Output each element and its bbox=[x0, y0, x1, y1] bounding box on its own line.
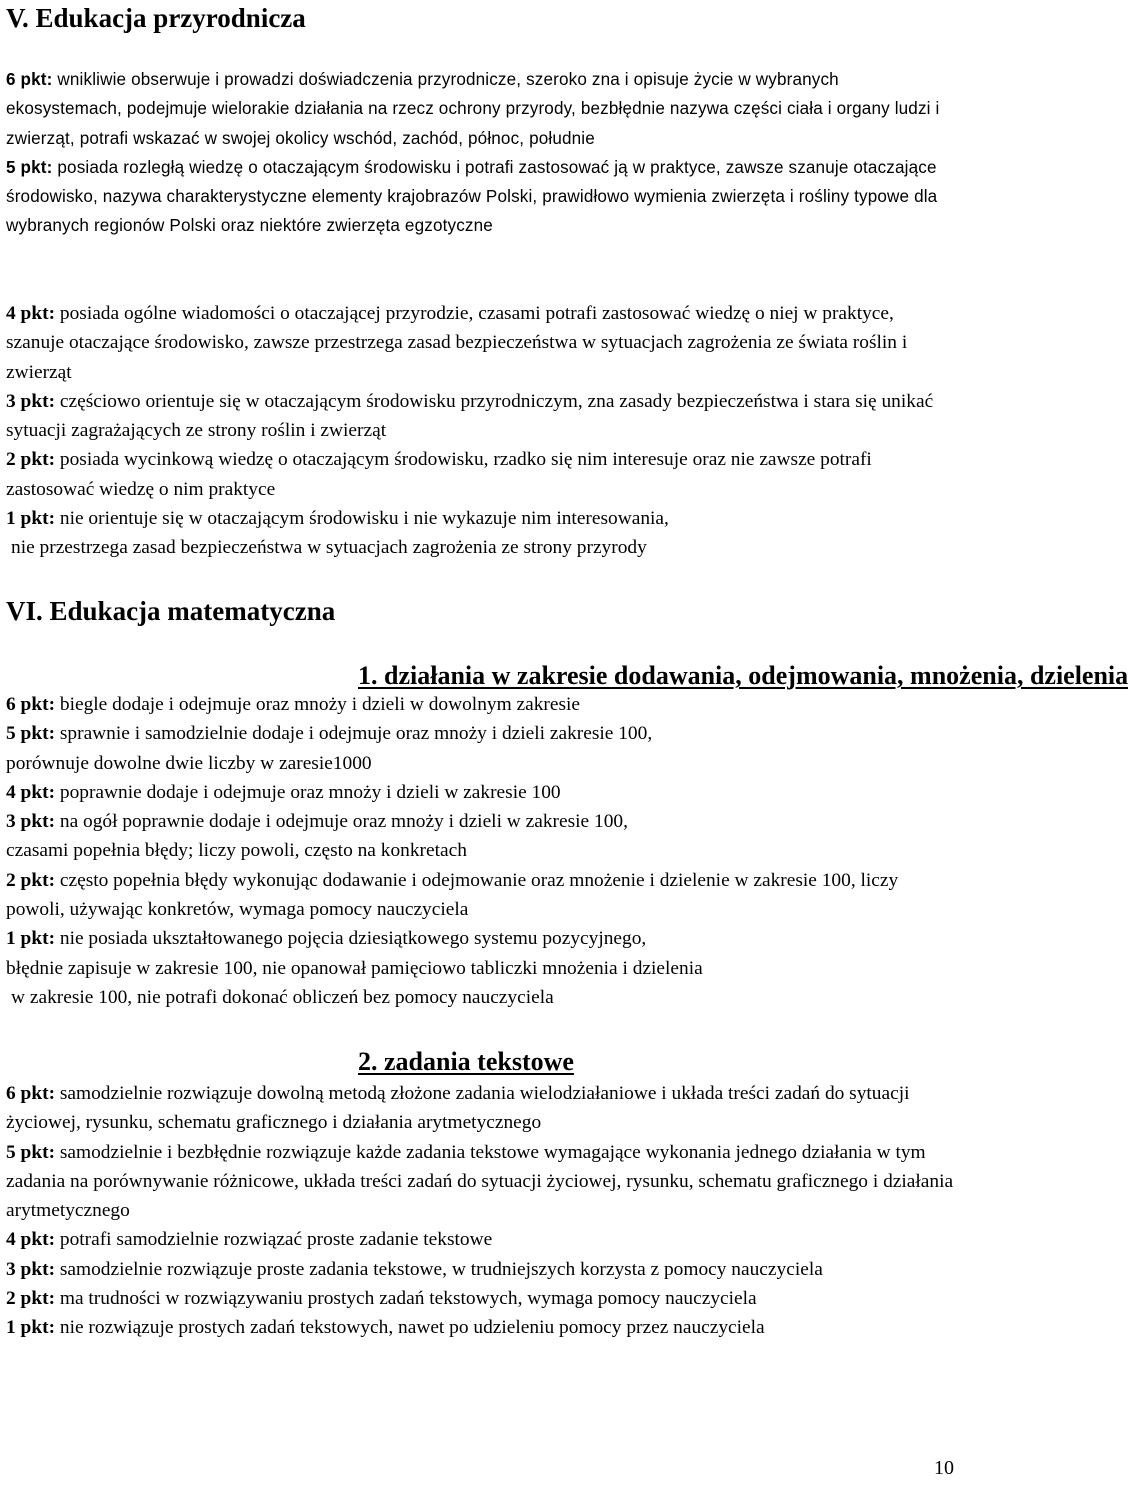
criterion-text: sprawnie i samodzielnie dodaje i odejmuje oraz mnoży i dzieli zakresie 100, bbox=[55, 723, 653, 745]
criterion-3pkt bbox=[6, 387, 956, 446]
section-title-nature: V. Edukacja przyrodnicza bbox=[6, 3, 306, 33]
points-label: 5 pkt: bbox=[6, 723, 56, 745]
criterion-text: biegle dodaje i odejmuje oraz mnoży i dzieli w dowolnym zakresie bbox=[55, 694, 581, 715]
operations-criteria bbox=[6, 690, 956, 1012]
subsection-title-word-problems: 2. zadania tekstowe bbox=[358, 1047, 574, 1076]
points-label: 1 pkt: bbox=[6, 508, 56, 530]
criterion-text: na ogół poprawnie dodaje i odejmuje oraz mnoży i dzieli w zakresie 100, bbox=[55, 811, 628, 833]
criterion-6pkt bbox=[6, 690, 956, 719]
criterion-text: nie posiada ukształtowanego pojęcia dziesiątkowego systemu pozycyjnego, bbox=[55, 928, 647, 950]
criterion-2pkt bbox=[6, 1284, 956, 1313]
section-title-math: VI. Edukacja matematyczna bbox=[6, 596, 336, 626]
criterion-text: potrafi samodzielnie rozwiązać proste zadanie tekstowe bbox=[55, 1229, 493, 1251]
criterion-3pkt bbox=[6, 807, 956, 836]
criterion-text: wnikliwie obserwuje i prowadzi doświadczenia przyrodnicze, szeroko zna i opisuje życie w wybranych ekosystemach, podejmuje wielorakie działania na rzecz ochrony przyrody, bezbłędnie nazywa części ciała i organy ludzi i zwierząt, potrafi wskazać w swojej okolicy wschód, zachód, północ, południe bbox=[6, 70, 940, 148]
criterion-text: poprawnie dodaje i odejmuje oraz mnoży i dzieli w zakresie 100 bbox=[55, 781, 561, 803]
points-label: 3 pkt: bbox=[6, 1258, 56, 1280]
points-label: 3 pkt: bbox=[6, 390, 56, 412]
criterion-2pkt bbox=[6, 866, 956, 925]
criterion-3pkt bbox=[6, 1255, 956, 1284]
criterion-text: częściowo orientuje się w otaczającym środowisku przyrodniczym, zna zasady bezpieczeństwa i stara się unikać sytuacji zagrażających ze strony roślin i zwierząt bbox=[6, 390, 934, 442]
word-problems-criteria bbox=[6, 1079, 956, 1343]
page-number: 10 bbox=[934, 1457, 954, 1479]
criterion-4pkt bbox=[6, 778, 956, 807]
criterion-6pkt bbox=[6, 1079, 956, 1138]
criterion-5pkt bbox=[6, 719, 956, 748]
criterion-3pkt-continuation: czasami popełnia błędy; liczy powoli, często na konkretach bbox=[6, 840, 467, 862]
points-label: 2 pkt: bbox=[6, 449, 56, 471]
points-label: 5 pkt: bbox=[6, 1141, 56, 1163]
points-label: 1 pkt: bbox=[6, 1317, 56, 1339]
points-label: 6 pkt: bbox=[6, 70, 53, 89]
criterion-5pkt bbox=[6, 1138, 956, 1226]
points-label: 6 pkt: bbox=[6, 1083, 56, 1104]
criterion-text: samodzielnie rozwiązuje proste zadania tekstowe, w trudniejszych korzysta z pomocy nauczyciela bbox=[55, 1258, 823, 1280]
points-label: 5 pkt: bbox=[6, 157, 53, 177]
points-label: 3 pkt: bbox=[6, 811, 56, 833]
criterion-1pkt-continuation-2: w zakresie 100, nie potrafi dokonać obliczeń bez pomocy nauczyciela bbox=[11, 986, 554, 1008]
points-label: 2 pkt: bbox=[6, 869, 56, 891]
criterion-6pkt bbox=[6, 65, 956, 153]
criterion-5pkt-continuation: porównuje dowolne dwie liczby w zaresie1000 bbox=[6, 752, 372, 774]
criterion-2pkt bbox=[6, 445, 956, 504]
criterion-text: posiada rozległą wiedzę o otaczającym środowisku i potrafi zastosować ją w praktyce, zawsze szanuje otaczające środowisko, nazywa charakterystyczne elementy krajobrazów Polski, prawidłowo wymienia zwierzęta i rośliny typowe dla wybranych regionów Polski oraz niektóre zwierzęta egzotyczne bbox=[6, 157, 938, 236]
criterion-1pkt bbox=[6, 504, 956, 533]
criterion-5pkt bbox=[6, 153, 956, 241]
criterion-text: nie rozwiązuje prostych zadań tekstowych, nawet po udzieleniu pomocy przez nauczyciela bbox=[55, 1317, 765, 1339]
criterion-text: posiada ogólne wiadomości o otaczającej przyrodzie, czasami potrafi zastosować wiedzę o niej w praktyce, szanuje otaczające środowisko, zawsze przestrzega zasad bezpieczeństwa w sytuacjach zagrożenia ze świata roślin i zwierząt bbox=[6, 303, 908, 383]
criterion-1pkt bbox=[6, 924, 956, 953]
nature-criteria-serif bbox=[6, 299, 956, 563]
criterion-text: ma trudności w rozwiązywaniu prostych zadań tekstowych, wymaga pomocy nauczyciela bbox=[55, 1288, 757, 1310]
points-label: 6 pkt: bbox=[6, 694, 56, 715]
criterion-text: samodzielnie i bezbłędnie rozwiązuje każde zadania tekstowe wymagające wykonania jednego działania w tym zadania na porównywanie różnicowe, układa treści zadań do sytuacji życiowej, rysunku, schematu graficznego i działania arytmetycznego bbox=[6, 1141, 954, 1222]
criterion-text: samodzielnie rozwiązuje dowolną metodą złożone zadania wielodziałaniowe i układa treści zadań do sytuacji życiowej, rysunku, schematu graficznego i działania arytmetycznego bbox=[6, 1083, 910, 1134]
points-label: 1 pkt: bbox=[6, 928, 56, 950]
points-label: 2 pkt: bbox=[6, 1288, 56, 1310]
points-label: 4 pkt: bbox=[6, 781, 56, 803]
criterion-1pkt-continuation: błędnie zapisuje w zakresie 100, nie opanował pamięciowo tabliczki mnożenia i dzielenia bbox=[6, 957, 703, 979]
subsection-title-operations: 1. działania w zakresie dodawania, odejmowania, mnożenia, dzielenia bbox=[358, 661, 1128, 690]
criterion-text: nie orientuje się w otaczającym środowisku i nie wykazuje nim interesowania, bbox=[55, 508, 669, 530]
nature-criteria bbox=[6, 65, 956, 241]
points-label: 4 pkt: bbox=[6, 303, 56, 324]
criterion-4pkt bbox=[6, 299, 956, 387]
criterion-1pkt bbox=[6, 1313, 956, 1342]
criterion-text: posiada wycinkową wiedzę o otaczającym środowisku, rzadko się nim interesuje oraz nie zawsze potrafi zastosować wiedzę o nim praktyce bbox=[6, 449, 872, 500]
points-label: 4 pkt: bbox=[6, 1229, 56, 1251]
criterion-text: często popełnia błędy wykonując dodawanie i odejmowanie oraz mnożenie i dzielenie w zakresie 100, liczy powoli, używając konkretów, wymaga pomocy nauczyciela bbox=[6, 869, 899, 921]
criterion-4pkt bbox=[6, 1225, 956, 1254]
criterion-1pkt-continuation: nie przestrzega zasad bezpieczeństwa w sytuacjach zagrożenia ze strony przyrody bbox=[11, 537, 647, 559]
